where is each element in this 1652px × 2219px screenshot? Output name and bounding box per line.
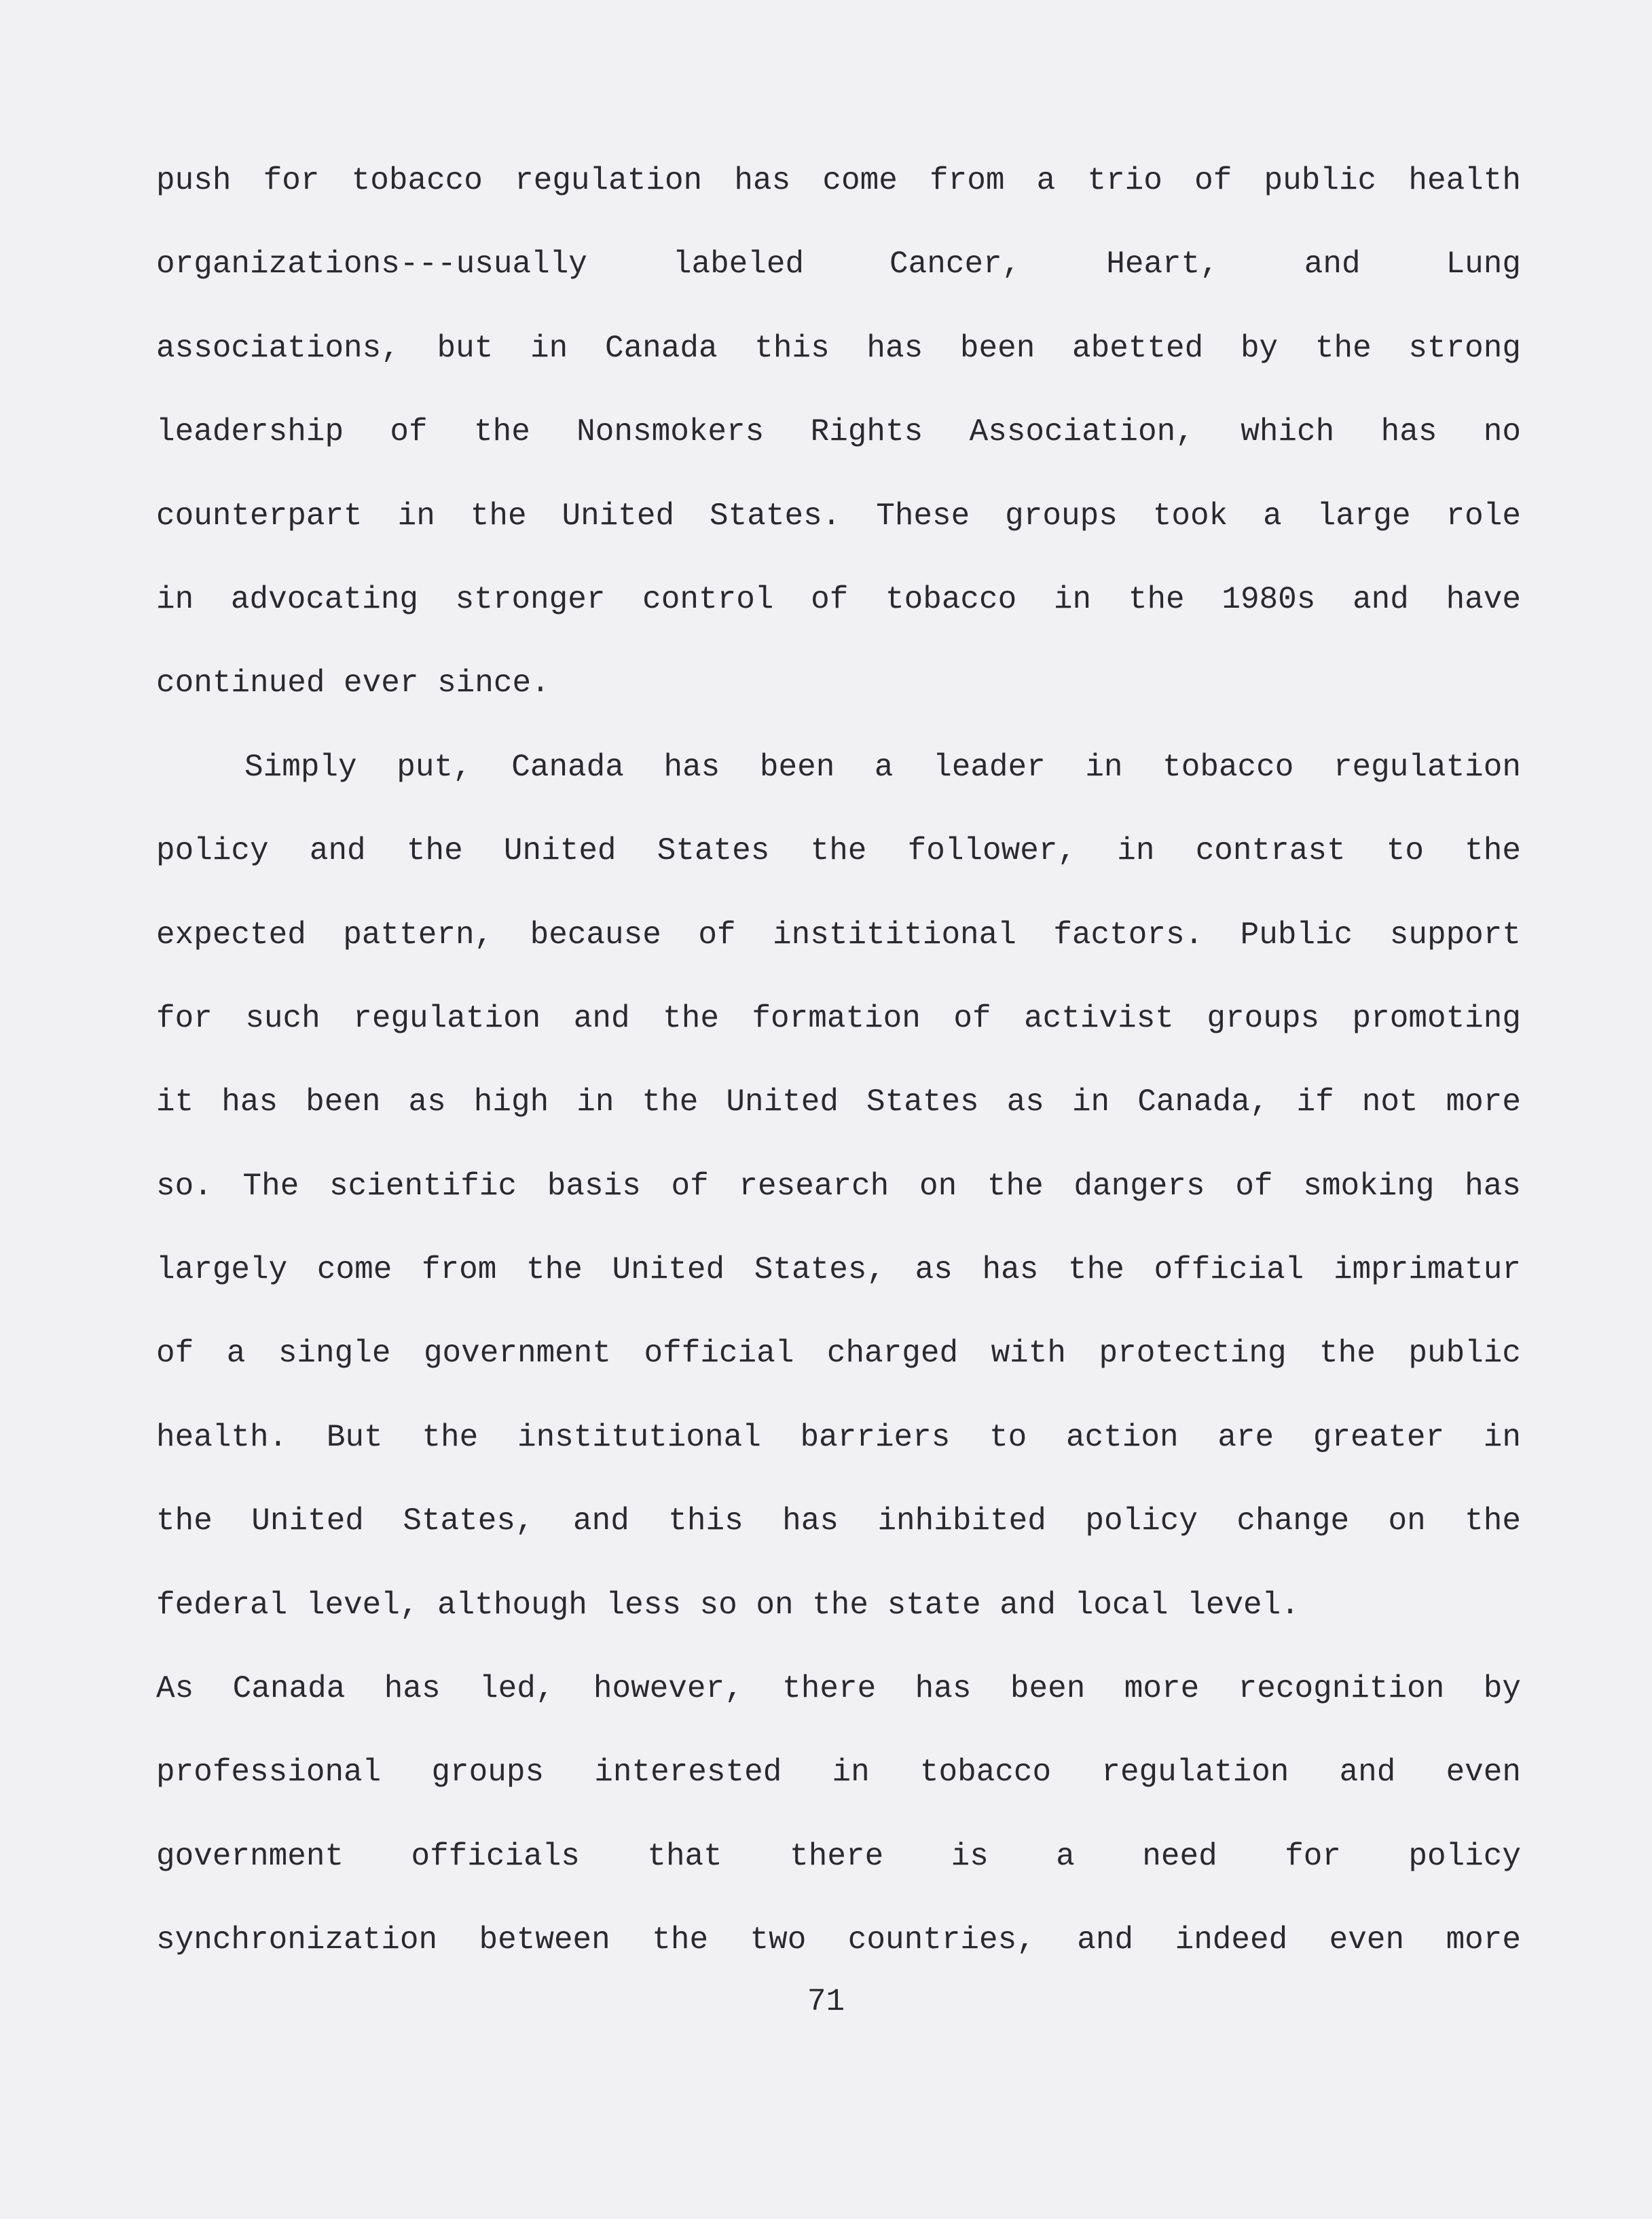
text-line: Simply put, Canada has been a leader in tobacco regulation [244,749,1521,785]
text-line: As Canada has led, however, there has been more recognition by [156,1671,1521,1707]
text-line: for such regulation and the formation of activist groups promoting [156,1000,1521,1036]
text-line: government officials that there is a need for policy [156,1838,1521,1874]
text-line: it has been as high in the United States as in Canada, if not more [156,1084,1521,1120]
text-line: synchronization between the two countries, and indeed even more [156,1922,1521,1958]
text-line: the United States, and this has inhibited policy change on the [156,1503,1521,1539]
text-line: largely come from the United States, as has the official imprimatur [156,1252,1521,1288]
text-line: continued ever since. [156,665,550,701]
text-line: counterpart in the United States. These groups took a large role [156,498,1521,534]
page-number: 71 [807,1984,845,2019]
body-text [156,139,1521,1983]
text-line: health. But the institutional barriers to action are greater in [156,1419,1521,1455]
text-line: so. The scientific basis of research on the dangers of smoking has [156,1168,1521,1204]
text-line: push for tobacco regulation has come from a trio of public health [156,163,1521,198]
text-line: policy and the United States the follower, in contrast to the [156,833,1521,869]
text-line: in advocating stronger control of tobacco in the 1980s and have [156,581,1521,617]
text-line: associations, but in Canada this has been abetted by the strong [156,330,1521,366]
text-line: organizations---usually labeled Cancer, Heart, and Lung [156,246,1521,282]
text-line: leadership of the Nonsmokers Rights Association, which has no [156,414,1521,450]
text-line: federal level, although less so on the state and local level. [156,1587,1300,1623]
text-line: professional groups interested in tobacco regulation and even [156,1755,1521,1791]
text-line: of a single government official charged with protecting the public [156,1336,1521,1372]
text-line: expected pattern, because of instititional factors. Public support [156,917,1521,953]
